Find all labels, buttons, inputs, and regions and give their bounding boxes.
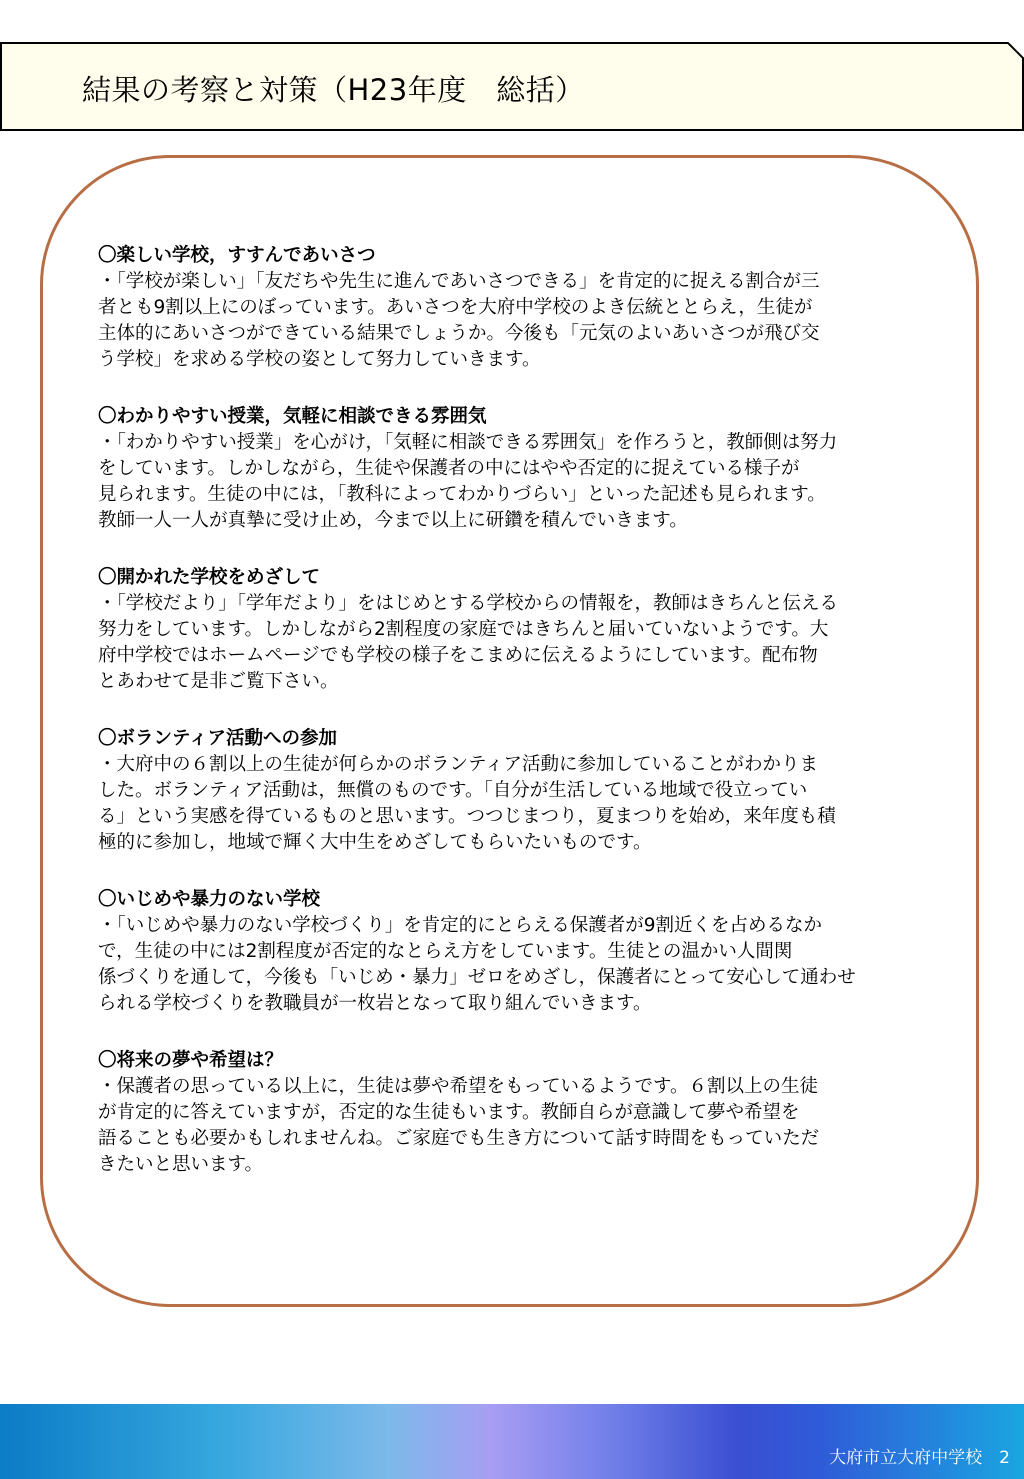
- body-line: 見られます。生徒の中には，「教科によってわかりづらい」といった記述も見られます。: [98, 484, 826, 505]
- section-lessons: [98, 404, 928, 534]
- body-line: 語ることも必要かもしれませんね。ご家庭でも生き方について話す時間をもっていただ: [98, 1128, 820, 1149]
- section-open-school: [98, 565, 928, 695]
- page-number: 2: [999, 1448, 1010, 1468]
- section-dreams: [98, 1048, 928, 1178]
- section-body: [98, 269, 928, 373]
- section-volunteer: [98, 726, 928, 856]
- section-heading: 〇開かれた学校をめざして: [98, 567, 321, 588]
- section-body: [98, 752, 928, 856]
- body-line: が肯定的に答えていますが，否定的な生徒もいます。教師自らが意識して夢や希望を: [98, 1102, 800, 1123]
- body-line: をしています。しかしながら，生徒や保護者の中にはやや否定的に捉えている様子が: [98, 458, 800, 479]
- section-greetings: [98, 243, 928, 373]
- section-heading: 〇ボランティア活動への参加: [98, 728, 338, 749]
- footer-bar: [0, 1404, 1024, 1479]
- body-line: 極的に参加し，地域で輝く大中生をめざしてもらいたいものです。: [98, 832, 652, 853]
- body-line: られる学校づくりを教職員が一枚岩となって取り組んでいきます。: [98, 993, 652, 1014]
- body-line: 者とも9割以上にのぼっています。あいさつを大府中学校のよき伝統ととらえ，生徒が: [98, 297, 813, 318]
- page-title: 結果の考察と対策（H23年度 総括）: [82, 73, 585, 107]
- body-line: 府中学校ではホームページでも学校の様子をこまめに伝えるようにしています。配布物: [98, 645, 818, 666]
- section-heading: 〇楽しい学校，すすんであいさつ: [98, 245, 376, 266]
- body-line: ・「学校が楽しい」「友だちや先生に進んであいさつできる」を肯定的に捉える割合が三: [98, 271, 820, 292]
- body-line: 努力をしています。しかしながら2割程度の家庭ではきちんと届いていないようです。大: [98, 619, 829, 640]
- section-body: [98, 591, 928, 695]
- body-line: ・保護者の思っている以上に，生徒は夢や希望をもっているようです。６割以上の生徒: [98, 1076, 819, 1097]
- body-line: 主体的にあいさつができている結果でしょうか。今後も「元気のよいあいさつが飛び交: [98, 323, 820, 344]
- section-body: [98, 430, 928, 534]
- body-line: う学校」を求める学校の姿として努力していきます。: [98, 349, 541, 370]
- section-body: [98, 913, 928, 1017]
- body-line: ・「学校だより」「学年だより」をはじめとする学校からの情報を，教師はきちんと伝える: [98, 593, 839, 614]
- body-line: 教師一人一人が真摯に受け止め，今まで以上に研鑽を積んでいきます。: [98, 510, 688, 531]
- section-heading: 〇いじめや暴力のない学校: [98, 889, 321, 910]
- body-line: ・「わかりやすい授業」を心がけ，「気軽に相談できる雰囲気」を作ろうと，教師側は努力: [98, 432, 838, 453]
- section-heading: 〇わかりやすい授業，気軽に相談できる雰囲気: [98, 406, 487, 427]
- body-line: きたいと思います。: [98, 1154, 264, 1175]
- summary-sections: [98, 243, 928, 1209]
- body-line: で，生徒の中には2割程度が否定的なとらえ方をしています。生徒との温かい人間関: [98, 941, 793, 962]
- school-name: 大府市立大府中学校: [829, 1448, 983, 1468]
- footer-label: [829, 1447, 1010, 1469]
- body-line: る」という実感を得ているものと思います。つつじまつり，夏まつりを始め，来年度も積: [98, 806, 836, 827]
- body-line: 係づくりを通して，今後も「いじめ・暴力」ゼロをめざし，保護者にとって安心して通わせ: [98, 967, 856, 988]
- body-line: ・「いじめや暴力のない学校づくり」を肯定的にとらえる保護者が9割近くを占めるなか: [98, 915, 823, 936]
- section-heading: 〇将来の夢や希望は？: [98, 1050, 284, 1071]
- body-line: した。ボランティア活動は，無償のものです。「自分が生活している地域で役立ってい: [98, 780, 808, 801]
- section-body: [98, 1074, 928, 1178]
- body-line: とあわせて是非ご覧下さい。: [98, 671, 339, 692]
- body-line: ・大府中の６割以上の生徒が何らかのボランティア活動に参加していることがわかりま: [98, 754, 819, 775]
- section-anti-bullying: [98, 887, 928, 1017]
